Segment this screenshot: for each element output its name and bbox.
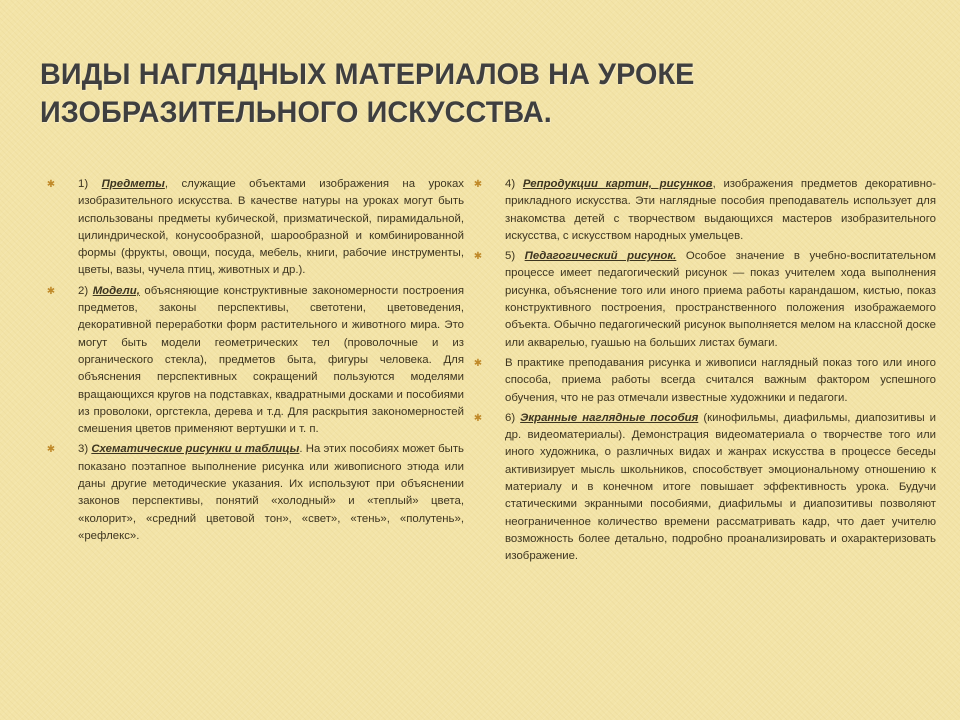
right-column — [473, 176, 937, 569]
star-bullet-icon: ✱ — [473, 251, 483, 263]
item-text: . На этих пособиях может быть показано поэтапное выполнение рисунка или живописного этюда или даны другие методические указания. Их используют при объяснении законов перспективы, понятий «холодный» и «теплый» цвета, «колорит», «средний цветовой тон», «свет», «тень», «полутень», «рефлекс». — [78, 443, 464, 542]
list-item — [46, 283, 464, 439]
list-item — [473, 176, 936, 245]
item-number: 5) — [505, 250, 525, 263]
item-text: , служащие объектами изображения на уроках изобразительного искусства. В качестве натуры на уроках могут быть использованы предметы кубической, призматической, пирамидальной, цилиндрической, конусообразной, шарообразной и комбинированной формы (фрукты, овощи, посуда, мебель, книги, рабочие инструменты, цветы, вазы, чучела птиц, животных и др.). — [78, 178, 464, 277]
item-term: Педагогический рисунок. — [524, 250, 677, 263]
item-number: 1) — [78, 178, 102, 190]
item-number: 6) — [505, 411, 521, 424]
item-text: объясняющие конструктивные закономерности построения предметов, законы перспективы, светотени, цветоведения, декоративной переработки форм растительного и животного мира. Это могут быть модели геометрических тел (проволочные и из органического стекла), предметов быта, фигуры человека. Для объяснения перспективных сокращений пользуются моделями вращающихся кругов на подставках, квадратными досками и пособиями из проволоки, оргстекла, дерева и т.д. Для раскрытия закономерностей смешения цветов применяют вертушки и т. п. — [78, 284, 464, 436]
item-term: Экранные наглядные пособия — [520, 411, 699, 424]
star-bullet-icon: ✱ — [46, 285, 56, 297]
item-term: Репродукции картин, рисунков — [522, 178, 713, 190]
list-item — [46, 176, 464, 280]
slide-title: ВИДЫ НАГЛЯДНЫХ МАТЕРИАЛОВ НА УРОКЕ ИЗОБРАЗИТЕЛЬНОГО ИСКУССТВА. — [40, 58, 695, 129]
star-bullet-icon: ✱ — [473, 179, 483, 190]
list-item — [473, 355, 936, 407]
left-column — [46, 176, 464, 548]
item-number: 3) — [78, 443, 92, 456]
item-text: Особое значение в учебно-воспитательном процессе имеет педагогический рисунок — показ учителем хода выполнения рисунка, объяснение того или иного приема работы карандашом, кистью, показ конструктивного построения, пространственного положения изображаемого объекта. Обычно педагогический рисунок выполняется мелом на классной доске или акварелью, гуашью на больших листах бумаги. — [505, 250, 937, 349]
item-text: (кинофильмы, диафильмы, диапозитивы и др. видеоматериалы). Демонстрация видеоматериала о творчестве того или иного художника, о различных видах и жанрах искусства в процессе беседы активизирует мысль школьников, способствует эмоциональному отношению к материалу и в конечном итоге повышает эффективность урока. Будучи статическими экранными пособиями, диафильмы и диапозитивы позволяют неограниченное количество времени рассматривать кадр, что дает учителю возможность более детально, подробно проанализировать и охарактеризовать изображение. — [505, 411, 937, 563]
item-term: Модели, — [92, 284, 140, 297]
list-item — [46, 441, 464, 545]
item-term: Предметы — [101, 178, 165, 190]
item-number: 4) — [505, 178, 523, 190]
item-text: , изображения предметов декоративно-прикладного искусства. Эти наглядные пособия преподаватель использует для знакомства детей с творчеством выдающихся мастеров изобразительного искусства, с искусством народных умельцев. — [505, 178, 936, 242]
star-bullet-icon: ✱ — [473, 412, 483, 424]
item-term: Схематические рисунки и таблицы — [91, 443, 300, 456]
list-item — [473, 248, 937, 352]
star-bullet-icon: ✱ — [46, 179, 56, 190]
item-number: 2) — [78, 284, 93, 297]
item-text: В практике преподавания рисунка и живописи наглядный показ того или иного способа, приема работы всегда считался важным фактором успешного обучения, что не раз отмечали известные художники и педагоги. — [505, 356, 936, 404]
star-bullet-icon: ✱ — [473, 357, 483, 369]
star-bullet-icon: ✱ — [46, 444, 56, 456]
list-item — [473, 410, 937, 566]
